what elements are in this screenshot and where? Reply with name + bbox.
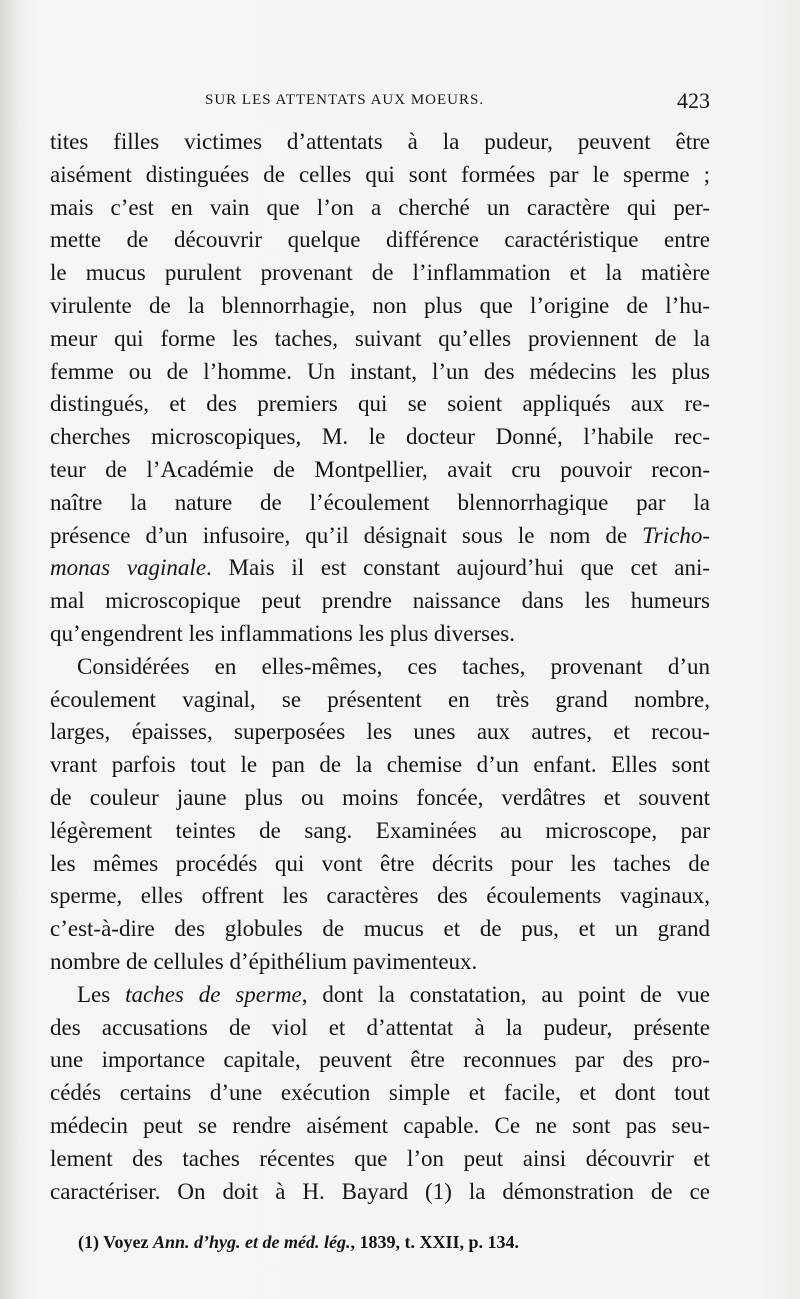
text-line: aisément distinguées de celles qui sont formées par le sperme ; [50, 161, 710, 187]
text-line: écoulement vaginal, se présentent en très grand nombre, [50, 686, 710, 712]
text-line: c’est-à-dire des globules de mucus et de pus, et un grand [50, 916, 710, 942]
text-line: vrant parfois tout le pan de la chemise d’un enfant. Elles sont [50, 752, 710, 778]
page-header [205, 88, 710, 118]
text-line: lement des taches récentes que l’on peut ainsi découvrir et [50, 1145, 710, 1171]
footnote: (1) Voyez Ann. d’hyg. et de méd. lég., 1839, t. XXII, p. 134. [78, 1232, 519, 1252]
text-line: de couleur jaune plus ou moins foncée, verdâtres et souvent [50, 784, 710, 810]
text-line: distingués, et des premiers qui se soient appliqués aux re- [50, 391, 710, 417]
italic-term: monas vaginale [50, 555, 207, 581]
text-line: mais c’est en vain que l’on a cherché un caractère qui per- [50, 194, 710, 220]
page-number: 423 [677, 88, 710, 113]
text-line: naître la nature de l’écoulement blennorrhagique par la [50, 489, 710, 515]
text-line: monas vaginale. Mais il est constant aujourd’hui que cet ani- [50, 555, 710, 581]
paragraph-end-line: qu’engendrent les inflammations les plus diverses. [50, 620, 516, 646]
paragraph-end-line: nombre de cellules d’épithélium pavimenteux. [50, 948, 478, 974]
text-line: présence d’un infusoire, qu’il désignait sous le nom de Tricho- [50, 522, 710, 548]
text-line: cherches microscopiques, M. le docteur Donné, l’habile rec- [50, 424, 710, 450]
text-line: tites filles victimes d’attentats à la pudeur, peuvent être [50, 129, 710, 154]
text-line: mal microscopique peut prendre naissance dans les humeurs [50, 588, 710, 614]
text-line: des accusations de viol et d’attentat à la pudeur, présente [50, 1014, 710, 1040]
text-line: virulente de la blennorrhagie, non plus que l’origine de l’hu- [50, 292, 710, 318]
text-line: le mucus purulent provenant de l’inflammation et la matière [50, 260, 710, 286]
text-line: sperme, elles offrent les caractères des écoulements vaginaux, [50, 883, 710, 909]
text-line: les mêmes procédés qui vont être décrits pour les taches de [50, 850, 710, 876]
footnote-journal: Ann. d’hyg. et de méd. lég. [153, 1232, 351, 1252]
body-text [50, 126, 710, 1208]
paragraph-start-line: Considérées en elles-mêmes, ces taches, provenant d’un [77, 653, 710, 679]
paragraph-start-line: Les taches de sperme, dont la constatation, au point de vue [77, 981, 710, 1007]
text-line: caractériser. On doit à H. Bayard (1) la démonstration de ce [50, 1178, 710, 1204]
text-line: mette de découvrir quelque différence caractéristique entre [50, 227, 710, 253]
text-line: larges, épaisses, superposées les unes aux autres, et recou- [50, 719, 710, 745]
italic-term: Tricho- [642, 522, 710, 548]
text-line: légèrement teintes de sang. Examinées au microscope, par [50, 817, 710, 843]
text-line: cédés certains d’une exécution simple et facile, et dont tout [50, 1080, 710, 1106]
text-line: teur de l’Académie de Montpellier, avait cru pouvoir recon- [50, 456, 710, 482]
text-line: femme ou de l’homme. Un instant, l’un des médecins les plus [50, 358, 710, 384]
text-line: meur qui forme les taches, suivant qu’elles proviennent de la [50, 325, 710, 351]
text-line: médecin peut se rendre aisément capable. Ce ne sont pas seu- [50, 1112, 710, 1138]
binding-shadow [0, 0, 18, 1299]
italic-term: taches de sperme [125, 981, 302, 1007]
text-line: une importance capitale, peuvent être reconnues par des pro- [50, 1047, 710, 1073]
running-head: SUR LES ATTENTATS AUX MOEURS. [205, 92, 485, 108]
